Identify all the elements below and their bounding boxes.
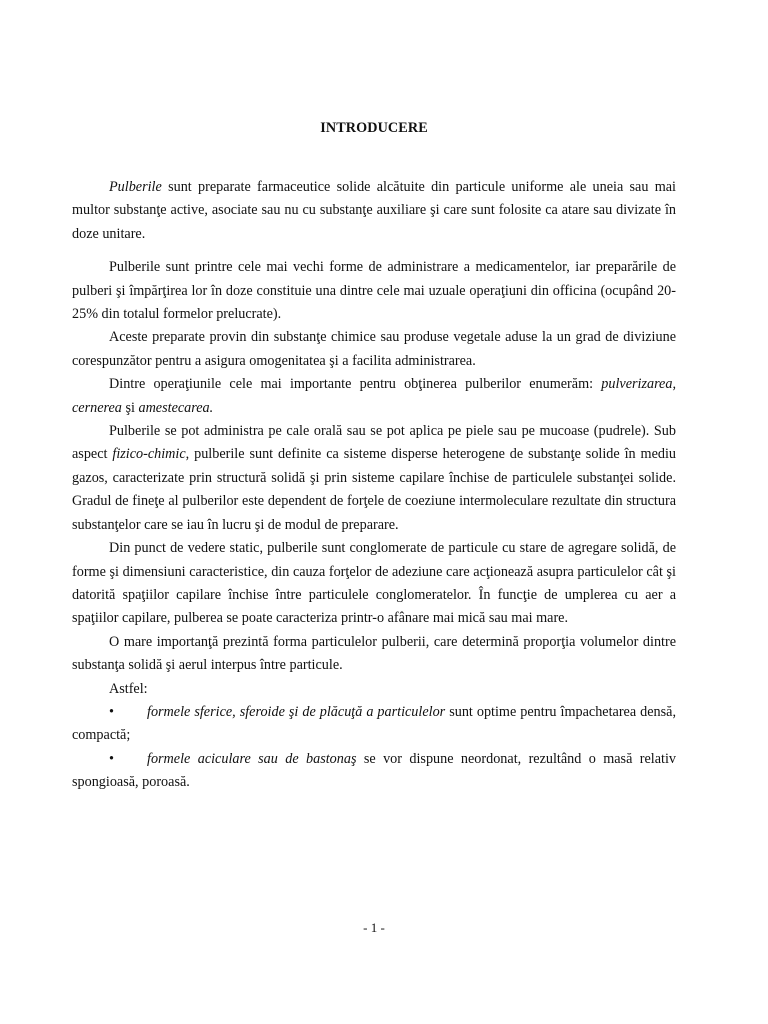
paragraph-4-and: şi — [121, 399, 139, 416]
bullet-2-italic: formele aciculare sau de bastonaş — [147, 750, 357, 767]
paragraph-3: Aceste preparate provin din substanţe chimice sau produse vegetale aduse la un grad de diviziune corespunzător pentru a asigura omogenitatea şi a facilita administrarea. — [72, 329, 676, 369]
bullet-item-1 — [72, 701, 676, 748]
paragraph-2: Pulberile sunt printre cele mai vechi forme de administrare a medicamentelor, iar preparările de pulberi şi împărţirea lor în doze constituie una dintre cele mai uzuale operaţiuni din officina (ocupând 20-25% din totalul formelor prelucrate). — [72, 259, 676, 323]
page-number: - 1 - — [363, 920, 385, 935]
paragraph-5-text-2: , pulberile sunt definite ca sisteme disperse heterogene de substanţe solide în mediu gazos, caracterizate prin structură solidă şi prin sisteme capilare închise de particulele substanţei solide. Gradul de fineţe al pulberilor este dependent de forţele de coeziune intermoleculare rezultate din structura substanţelor care se iau în lucru şi de modul de preparare. — [72, 446, 677, 533]
paragraph-8: Astfel: — [109, 680, 148, 697]
paragraph-5-text-1: Pulberile se pot administra pe cale orală sau se pot aplica pe piele sau pe mucoase (pudrele). Sub aspect — [72, 423, 676, 463]
bullet-1-text: sunt optime pentru împachetarea densă, compactă; — [72, 703, 676, 744]
bullet-dot-icon: • — [109, 750, 114, 767]
bullet-item-2 — [72, 748, 676, 795]
paragraph-5-italic: fizico-chimic — [112, 446, 186, 463]
paragraph-1 — [72, 176, 676, 246]
paragraph-4-text: Dintre operaţiunile cele mai importante pentru obţinerea pulberilor enumerăm: — [109, 376, 602, 393]
paragraph-4 — [72, 373, 676, 420]
document-body — [72, 176, 676, 795]
paragraph-6: Din punct de vedere static, pulberile sunt conglomerate de particule cu stare de agregare solidă, de forme şi dimensiuni caracteristice, din cauza forţelor de adeziune care acţionează asupra particulelor cât şi datorită spaţiilor capilare închise între particulele conglomeratelor. În funcţie de umplerea cu aer a spaţiilor capilare, pulberea se poate caracteriza printr-o afânare mai mică sau mai mare. — [72, 540, 676, 627]
bullet-1-italic: formele sferice, sferoide şi de plăcuţă a particulelor — [147, 703, 446, 720]
paragraph-1-italic: Pulberile — [109, 179, 162, 195]
paragraph-5 — [72, 420, 676, 537]
paragraph-7: O mare importanţă prezintă forma particulelor pulberii, care determină proporţia volumelor dintre substanţa solidă şi aerul interpus între particule. — [72, 633, 676, 674]
paragraph-4-italic: pulverizarea, cernerea — [72, 376, 676, 416]
document-title: INTRODUCERE — [320, 120, 428, 136]
bullet-2-text: se vor dispune neordonat, rezultând o masă relativ spongioasă, poroasă. — [72, 750, 676, 791]
bullet-dot-icon: • — [109, 703, 114, 720]
paragraph-4-italic-2: amestecarea. — [138, 399, 214, 416]
paragraph-1-text: sunt preparate farmaceutice solide alcătuite din particule uniforme ale uneia sau mai multor substanţe active, asociate sau nu cu substanţe auxiliare şi care sunt folosite ca atare sau divizate în doze unitare. — [72, 179, 676, 242]
